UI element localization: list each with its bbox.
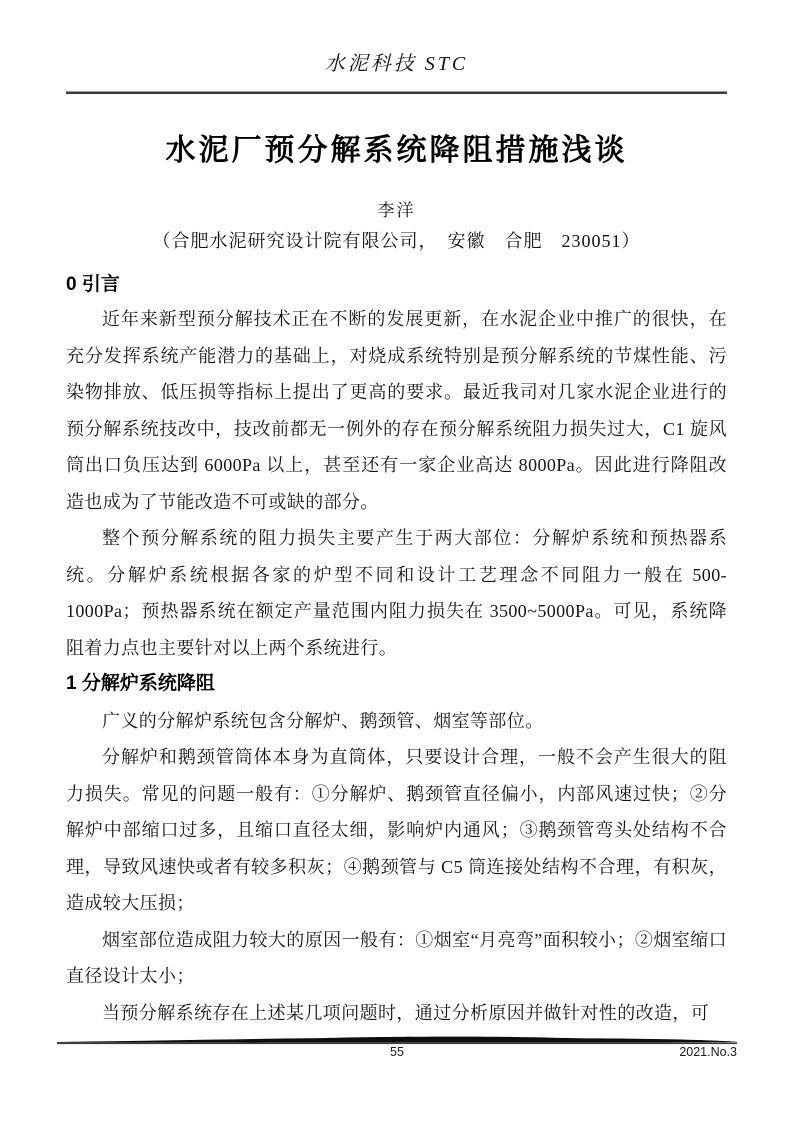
article-title: 水泥厂预分解系统降阻措施浅谈 [165,134,628,167]
footer-brush-rule [57,1033,737,1045]
paragraph: 分解炉和鹅颈管筒体本身为直筒体，只要设计合理，一般不会产生很大的阻力损失。常见的问题一般有：①分解炉、鹅颈管直径偏小，内部风速过快；②分解炉中部缩口过多，且缩口直径太细，影响炉内通风；③鹅颈管弯头处结构不合理，导致风速快或者有较多积灰；④鹅颈管与 C5 筒连接处结构不合理，有积灰，造成较大压损； [66,747,727,913]
issue-number: 2021.No.3 [679,1045,737,1059]
section-heading-introduction: 0 引言 [66,274,120,295]
author-affiliation: （合肥水泥研究设计院有限公司， 安徽 合肥 230051） [152,231,641,251]
author-name: 李洋 [377,201,416,220]
page-number: 55 [390,1045,404,1059]
page-content [66,0,727,1031]
paragraph: 近年来新型预分解技术正在不断的发展更新，在水泥企业中推广的很快，在充分发挥系统产能潜力的基础上，对烧成系统特别是预分解系统的节煤性能、污染物排放、低压损等指标上提出了更高的要求。最近我司对几家水泥企业进行的预分解系统技改中，技改前都无一例外的存在预分解系统阻力损失过大，C1 旋风筒出口负压达到 6000Pa 以上，甚至还有一家企业高达 8000Pa。因此进行降阻改造也成为了节能改造不可或缺的部分。 [66,309,727,512]
footer [57,1045,737,1063]
paragraph: 当预分解系统存在上述某几项问题时，通过分析原因并做针对性的改造，可 [102,1002,710,1023]
paragraph: 广义的分解炉系统包含分解炉、鹅颈管、烟室等部位。 [102,710,544,731]
journal-name: 水泥科技 STC [324,53,469,75]
section-heading-calciner: 1 分解炉系统降阻 [66,673,215,694]
paragraph: 整个预分解系统的阻力损失主要产生于两大部位：分解炉系统和预热器系统。分解炉系统根据各家的炉型不同和设计工艺理念不同阻力一般在 500-1000Pa；预热器系统在额定产量范围内阻力损失在 3500~5000Pa。可见，系统降阻着力点也主要针对以上两个系统进行。 [66,528,727,658]
header-rule [66,91,727,94]
paragraph: 烟室部位造成阻力较大的原因一般有：①烟室“月亮弯”面积较小；②烟室缩口直径设计太小； [66,929,727,986]
